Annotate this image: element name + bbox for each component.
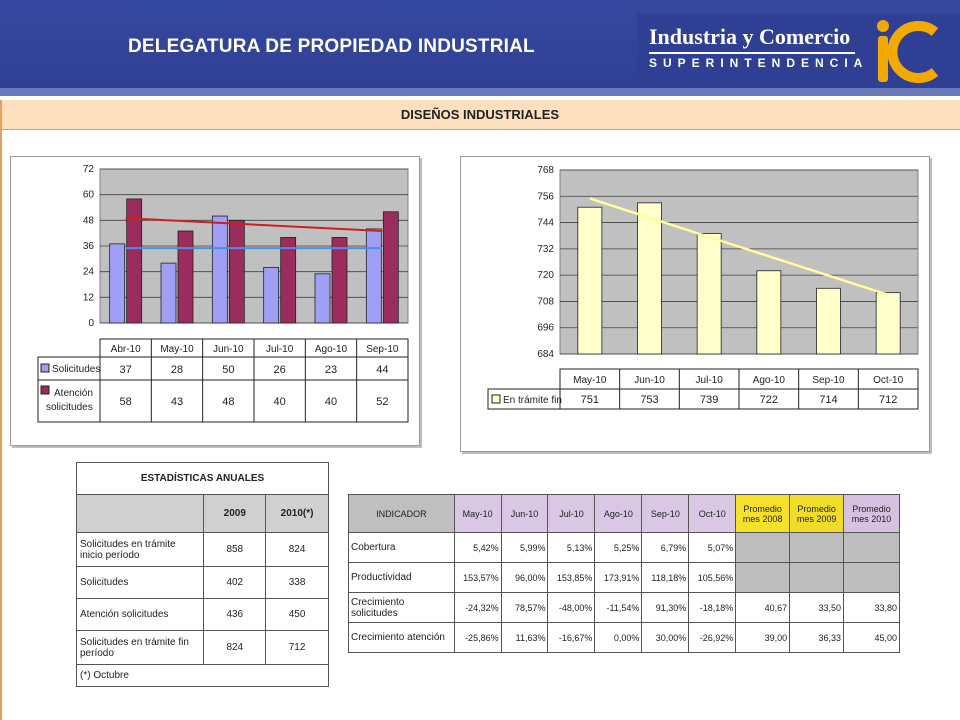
- y-tick-label: 708: [537, 296, 554, 308]
- indicator-avg: 33,80: [844, 593, 900, 623]
- indicator-avg: [736, 533, 790, 563]
- data-label-solicitudes: 44: [376, 364, 389, 376]
- x-category-label: Jun-10: [634, 375, 665, 386]
- y-tick-label: 768: [537, 165, 554, 176]
- indicator-value: 0,00%: [595, 623, 642, 653]
- chart-1-svg: [10, 156, 420, 446]
- annual-stats-label: Atención solicitudes: [77, 599, 204, 631]
- x-category-label: Sep-10: [366, 344, 399, 355]
- plot-area: [560, 170, 918, 354]
- y-tick-label: 12: [82, 292, 94, 304]
- bar-solicitudes: [212, 216, 227, 323]
- indicator-value: 5,42%: [454, 533, 501, 563]
- indicator-header: May-10: [454, 495, 501, 533]
- legend-label-en-tramite: En trámite fin: [503, 395, 562, 406]
- annual-stats-value: 338: [266, 567, 329, 599]
- logo-rule: [649, 52, 855, 54]
- indicator-value: -16,67%: [548, 623, 595, 653]
- annual-stats-blank: [77, 495, 204, 533]
- bar-en-tramite: [876, 293, 900, 354]
- annual-stats-table: [76, 462, 329, 687]
- bar-en-tramite: [757, 271, 781, 354]
- legend-swatch-en-tramite: [492, 395, 500, 403]
- indicator-header: Ago-10: [595, 495, 642, 533]
- annual-stats-value: 712: [266, 631, 329, 665]
- indicator-value: -25,86%: [454, 623, 501, 653]
- indicator-value: 105,56%: [689, 563, 736, 593]
- data-label-solicitudes: 23: [324, 364, 338, 376]
- bar-atencion: [229, 220, 244, 323]
- data-label-atencion: 43: [170, 396, 184, 408]
- indicator-header: Jul-10: [548, 495, 595, 533]
- data-label-solicitudes: 28: [170, 364, 184, 376]
- legend-label-atencion-2: solicitudes: [46, 402, 93, 413]
- data-label-atencion: 40: [324, 396, 338, 408]
- section-title: DISEÑOS INDUSTRIALES: [400, 107, 560, 122]
- data-label-solicitudes: 37: [119, 364, 132, 376]
- y-tick-label: 720: [537, 270, 554, 282]
- chart-2-svg: [460, 156, 930, 452]
- indicator-avg: [844, 563, 900, 593]
- legend-swatch-solicitudes: [41, 364, 49, 372]
- data-label-en-tramite: 722: [759, 394, 779, 406]
- table-row: [349, 593, 900, 623]
- indicator-value: 5,07%: [689, 533, 736, 563]
- data-label-solicitudes: 50: [222, 364, 235, 376]
- indicator-avg: [736, 563, 790, 593]
- header-shadow: [0, 88, 960, 96]
- indicator-header: Promedio mes 2009: [790, 495, 844, 533]
- table-row: [349, 623, 900, 653]
- data-label-en-tramite: 739: [699, 394, 719, 406]
- annual-stats-footnote: (*) Octubre: [77, 665, 329, 687]
- table-row: [77, 631, 329, 665]
- data-label-atencion: 52: [376, 396, 389, 408]
- y-tick-label: 744: [537, 217, 554, 229]
- annual-stats-value: 824: [204, 631, 266, 665]
- annual-stats-col-2010: 2010(*): [266, 495, 329, 533]
- annual-stats-label: Solicitudes: [77, 567, 204, 599]
- indicator-header: Promedio mes 2008: [736, 495, 790, 533]
- indicator-value: -24,32%: [454, 593, 501, 623]
- indicator-avg: [790, 563, 844, 593]
- y-tick-label: 0: [88, 318, 94, 329]
- x-category-label: Jun-10: [213, 344, 244, 355]
- y-tick-label: 24: [82, 266, 94, 278]
- x-category-label: Jul-10: [695, 375, 723, 386]
- table-row: [349, 563, 900, 593]
- bar-en-tramite: [578, 207, 602, 354]
- logo-line-2: SUPERINTENDENCIA: [649, 56, 869, 70]
- indicator-label: Cobertura: [349, 533, 455, 563]
- indicator-label: Crecimiento solicitudes: [349, 593, 455, 623]
- table-row: [77, 567, 329, 599]
- page-header: [0, 0, 960, 92]
- indicator-header: Oct-10: [689, 495, 736, 533]
- y-tick-label: 72: [82, 164, 94, 175]
- ic-logo-icon: [873, 14, 943, 88]
- annual-stats-value: 824: [266, 533, 329, 567]
- data-label-en-tramite: 753: [640, 394, 659, 406]
- indicator-value: 5,13%: [548, 533, 595, 563]
- indicator-avg: 40,67: [736, 593, 790, 623]
- annual-stats-value: 402: [204, 567, 266, 599]
- data-label-en-tramite: 712: [878, 394, 898, 406]
- y-tick-label: 732: [537, 243, 554, 255]
- indicator-value: -11,54%: [595, 593, 642, 623]
- bar-en-tramite: [697, 234, 721, 354]
- logo-line-1: Industria y Comercio: [649, 24, 851, 49]
- bar-solicitudes: [264, 267, 279, 323]
- indicator-header: Jun-10: [501, 495, 548, 533]
- indicator-value: 78,57%: [501, 593, 548, 623]
- data-label-atencion: 58: [119, 396, 132, 408]
- y-tick-label: 36: [82, 241, 94, 252]
- indicator-value: 6,79%: [642, 533, 689, 563]
- indicator-value: -18,18%: [689, 593, 736, 623]
- bar-atencion: [281, 237, 296, 323]
- indicator-avg: [844, 533, 900, 563]
- y-tick-label: 48: [82, 215, 94, 227]
- indicator-header: Sep-10: [642, 495, 689, 533]
- indicator-value: 153,57%: [454, 563, 501, 593]
- indicator-header-row: [349, 495, 900, 533]
- y-tick-label: 756: [537, 191, 554, 203]
- indicator-label: Crecimiento atención: [349, 623, 455, 653]
- bar-atencion: [332, 237, 347, 323]
- bar-solicitudes: [366, 229, 381, 323]
- indicator-value: 5,99%: [501, 533, 548, 563]
- legend-swatch-atencion: [41, 386, 49, 394]
- data-label-solicitudes: 26: [273, 364, 286, 376]
- annual-stats-title: ESTADÍSTICAS ANUALES: [77, 463, 329, 495]
- bar-atencion: [178, 231, 193, 323]
- legend-label-atencion-1: Atención: [54, 388, 93, 399]
- indicator-value: -26,92%: [689, 623, 736, 653]
- data-label-en-tramite: 751: [580, 394, 600, 406]
- annual-stats-header: [77, 495, 329, 533]
- indicator-value: 153,85%: [548, 563, 595, 593]
- x-category-label: Ago-10: [752, 375, 785, 386]
- indicator-value: 91,30%: [642, 593, 689, 623]
- indicator-value: 11,63%: [501, 623, 548, 653]
- x-category-label: Ago-10: [314, 344, 348, 355]
- x-category-label: Jul-10: [266, 344, 294, 355]
- indicator-value: 118,18%: [642, 563, 689, 593]
- indicator-value: 96,00%: [501, 563, 548, 593]
- y-tick-label: 684: [537, 349, 554, 360]
- annual-stats-value: 858: [204, 533, 266, 567]
- y-tick-label: 696: [537, 322, 554, 334]
- table-row: [349, 533, 900, 563]
- data-label-atencion: 40: [273, 396, 286, 408]
- indicator-avg: 45,00: [844, 623, 900, 653]
- page-title: DELEGATURA DE PROPIEDAD INDUSTRIAL: [128, 36, 535, 57]
- indicator-table: [348, 494, 900, 653]
- indicator-value: 173,91%: [595, 563, 642, 593]
- indicator-header: Promedio mes 2010: [844, 495, 900, 533]
- indicator-header: INDICADOR: [349, 495, 455, 533]
- annual-stats-col-2009: 2009: [204, 495, 266, 533]
- annual-stats-label: Solicitudes en trámite fin período: [77, 631, 204, 665]
- x-category-label: Abr-10: [110, 344, 141, 355]
- sic-logo: [637, 14, 960, 88]
- bar-solicitudes: [161, 263, 176, 323]
- indicator-avg: 39,00: [736, 623, 790, 653]
- indicator-avg: [790, 533, 844, 563]
- indicator-value: 5,25%: [595, 533, 642, 563]
- bar-en-tramite: [638, 203, 662, 354]
- indicator-avg: 33,50: [790, 593, 844, 623]
- indicator-label: Productividad: [349, 563, 455, 593]
- annual-stats-value: 436: [204, 599, 266, 631]
- data-label-atencion: 48: [222, 396, 235, 408]
- table-row: [77, 599, 329, 631]
- indicator-value: -48,00%: [548, 593, 595, 623]
- table-row: [77, 533, 329, 567]
- x-category-label: Oct-10: [873, 375, 904, 386]
- indicator-avg: 36,33: [790, 623, 844, 653]
- x-category-label: May-10: [573, 375, 607, 386]
- x-category-label: May-10: [160, 344, 194, 355]
- bar-solicitudes: [315, 274, 330, 323]
- legend-label-solicitudes: Solicitudes: [52, 364, 101, 375]
- data-label-en-tramite: 714: [819, 394, 838, 406]
- bar-atencion: [383, 212, 398, 323]
- bar-solicitudes: [110, 244, 125, 323]
- indicator-value: 30,00%: [642, 623, 689, 653]
- x-category-label: Sep-10: [812, 375, 845, 386]
- y-tick-label: 60: [82, 189, 94, 201]
- annual-stats-label: Solicitudes en trámite inicio período: [77, 533, 204, 567]
- annual-stats-value: 450: [266, 599, 329, 631]
- bar-en-tramite: [817, 288, 841, 354]
